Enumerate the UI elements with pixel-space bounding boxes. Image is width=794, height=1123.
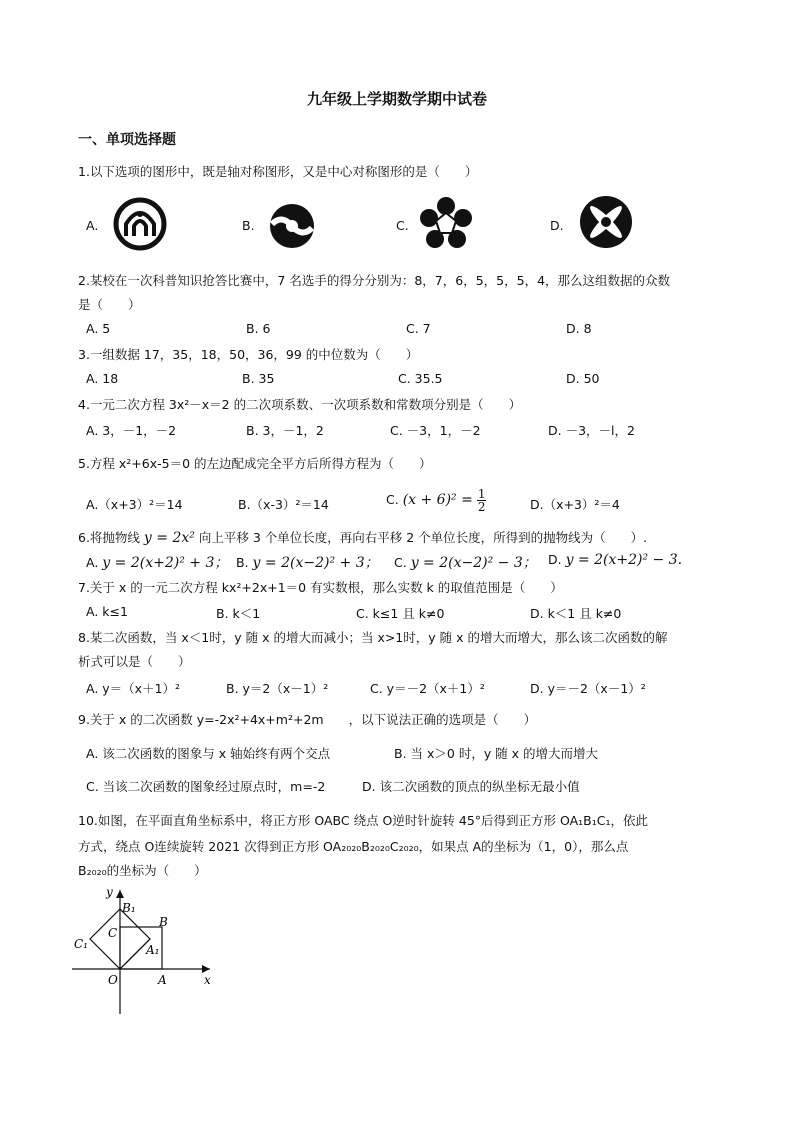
q2-stem-line2: 是（ ） [78,297,141,312]
q10-stem-line1: 10.如图，在平面直角坐标系中，将正方形 OABC 绕点 O逆时针旋转 45°后得到正方形 OA₁B₁C₁，依此 [78,813,649,828]
q5-option-c-numerator: 1 [477,487,486,501]
y-axis-arrow [116,890,124,898]
q3-option-d: D. 50 [566,371,600,386]
q3-stem: 3.一组数据 17，35，18，50，36，99 的中位数为（ ） [78,347,419,362]
q1-stem: 1.以下选项的图形中，既是轴对称图形，又是中心对称图形的是（ ） [78,164,478,179]
x-axis-arrow [202,965,210,973]
q9-option-a: A. 该二次函数的图象与 x 轴始终有两个交点 [86,746,331,761]
q6-stem-pre: 6.将抛物线 [78,530,140,545]
q9-option-c: C. 当该二次函数的图象经过原点时，m=-2 [86,779,326,794]
q5-option-c-denominator: 2 [477,500,486,514]
q3-option-c: C. 35.5 [398,371,443,386]
q2-option-c: C. 7 [406,321,431,336]
label-a1: A₁ [146,943,160,957]
q2-option-d: D. 8 [566,321,592,336]
q7-option-d: D. k＜1 且 k≠0 [530,606,622,621]
q6-stem-post: 向上平移 3 个单位长度，再向右平移 2 个单位长度，所得到的抛物线为（ ）. [198,530,648,545]
q4-option-b: B. 3，－1，2 [246,423,324,438]
q1-option-a-label: A. [86,218,99,233]
q5-option-c [386,488,486,513]
q6-option-c [394,552,537,572]
q5-option-d: D.（x+3）²＝4 [530,497,620,512]
label-c1: C₁ [74,937,88,951]
page-title: 九年级上学期数学期中试卷 [306,90,487,108]
q8-option-a: A. y＝（x＋1）² [86,681,181,696]
q8-option-c: C. y＝－2（x＋1）² [370,681,485,696]
q6-option-b-label: B. [236,555,249,570]
q6-stem-expr: y = 2x² [143,530,195,546]
q7-option-b: B. k＜1 [216,606,261,621]
q5-option-a: A.（x+3）²＝14 [86,497,183,512]
q1-option-c-label: C. [396,218,409,233]
label-c: C [108,926,118,940]
q5-option-c-fraction [477,488,487,513]
q6-option-c-label: C. [394,555,407,570]
q7-stem: 7.关于 x 的一元二次方程 kx²+2x+1＝0 有实数根，那么实数 k 的取值范围是（ ） [78,580,563,595]
q6-option-b [236,552,379,572]
q2-option-a: A. 5 [86,321,111,336]
q3-option-a: A. 18 [86,371,119,386]
section-heading: 一、单项选择题 [78,132,176,148]
q8-stem-line1: 8.某二次函数，当 x＜1时，y 随 x 的增大而减小；当 x>1时，y 随 x 的增大而增大，那么该二次函数的解 [78,630,668,645]
q6-option-a [86,552,228,572]
q4-option-c: C. －3，1，－2 [390,423,481,438]
q6-stem [78,526,728,550]
label-a: A [158,973,167,987]
label-b: B [159,915,168,929]
q4-stem: 4.一元二次方程 3x²－x＝2 的二次项系数、一次项系数和常数项分别是（ ） [78,397,522,412]
q10-stem-line2: 方式，绕点 O连续旋转 2021 次得到正方形 OA₂₀₂₀B₂₀₂₀C₂₀₂₀，如果点 A的坐标为（1，0），那么点 [78,839,629,854]
q1-option-d-label: D. [550,218,564,233]
q8-option-d: D. y＝－2（x－1）² [530,681,646,696]
q3-option-b: B. 35 [242,371,275,386]
label-x: x [204,973,211,987]
q6-option-b-expr: y = 2(x−2)² + 3； [252,555,379,571]
four-petal-icon [576,192,636,255]
q6-option-c-expr: y = 2(x−2)² − 3； [410,555,537,571]
q4-option-d: D. －3，－l，2 [548,423,635,438]
q5-option-c-label: C. [386,492,399,507]
q5-stem: 5.方程 x²+6x-5＝0 的左边配成完全平方后所得方程为（ ） [78,456,432,471]
q5-option-b: B.（x-3）²＝14 [238,497,329,512]
q6-option-d-label: D. [548,552,562,567]
label-o: O [108,973,118,987]
q4-option-a: A. 3，－1，－2 [86,423,177,438]
q6-option-d-expr: y = 2(x+2)² − 3. [565,552,683,568]
q10-stem-line3: B₂₀₂₀的坐标为（ ） [78,863,207,878]
q9-option-d: D. 该二次函数的顶点的纵坐标无最小值 [362,779,580,794]
q1-option-b-label: B. [242,218,255,233]
q2-option-b: B. 6 [246,321,271,336]
q7-option-c: C. k≤1 且 k≠0 [356,606,445,621]
q9-option-b: B. 当 x＞0 时，y 随 x 的增大而增大 [394,746,599,761]
q6-option-d [548,552,682,568]
q7-option-a: A. k≤1 [86,604,128,619]
q8-stem-line2: 析式可以是（ ） [78,654,191,669]
pentagon-flower-icon [418,196,474,255]
q10-figure [70,884,230,1022]
q5-option-c-expr: (x + 6)² = [402,492,473,508]
label-y: y [106,885,113,899]
emblem-arch-icon [112,196,168,255]
q9-stem: 9.关于 x 的二次函数 y=-2x²+4x+m²+2m ，以下说法正确的选项是（ ） [78,712,537,727]
emblem-yin-yang-icon [264,202,320,253]
q8-option-b: B. y＝2（x－1）² [226,681,329,696]
q6-option-a-expr: y = 2(x+2)² + 3； [102,555,229,571]
label-b1: B₁ [122,901,136,915]
q2-stem-line1: 2.某校在一次科普知识抢答比赛中，7 名选手的得分分别为：8，7，6，5，5，5，4，那么这组数据的众数 [78,273,671,288]
q6-option-a-label: A. [86,555,99,570]
